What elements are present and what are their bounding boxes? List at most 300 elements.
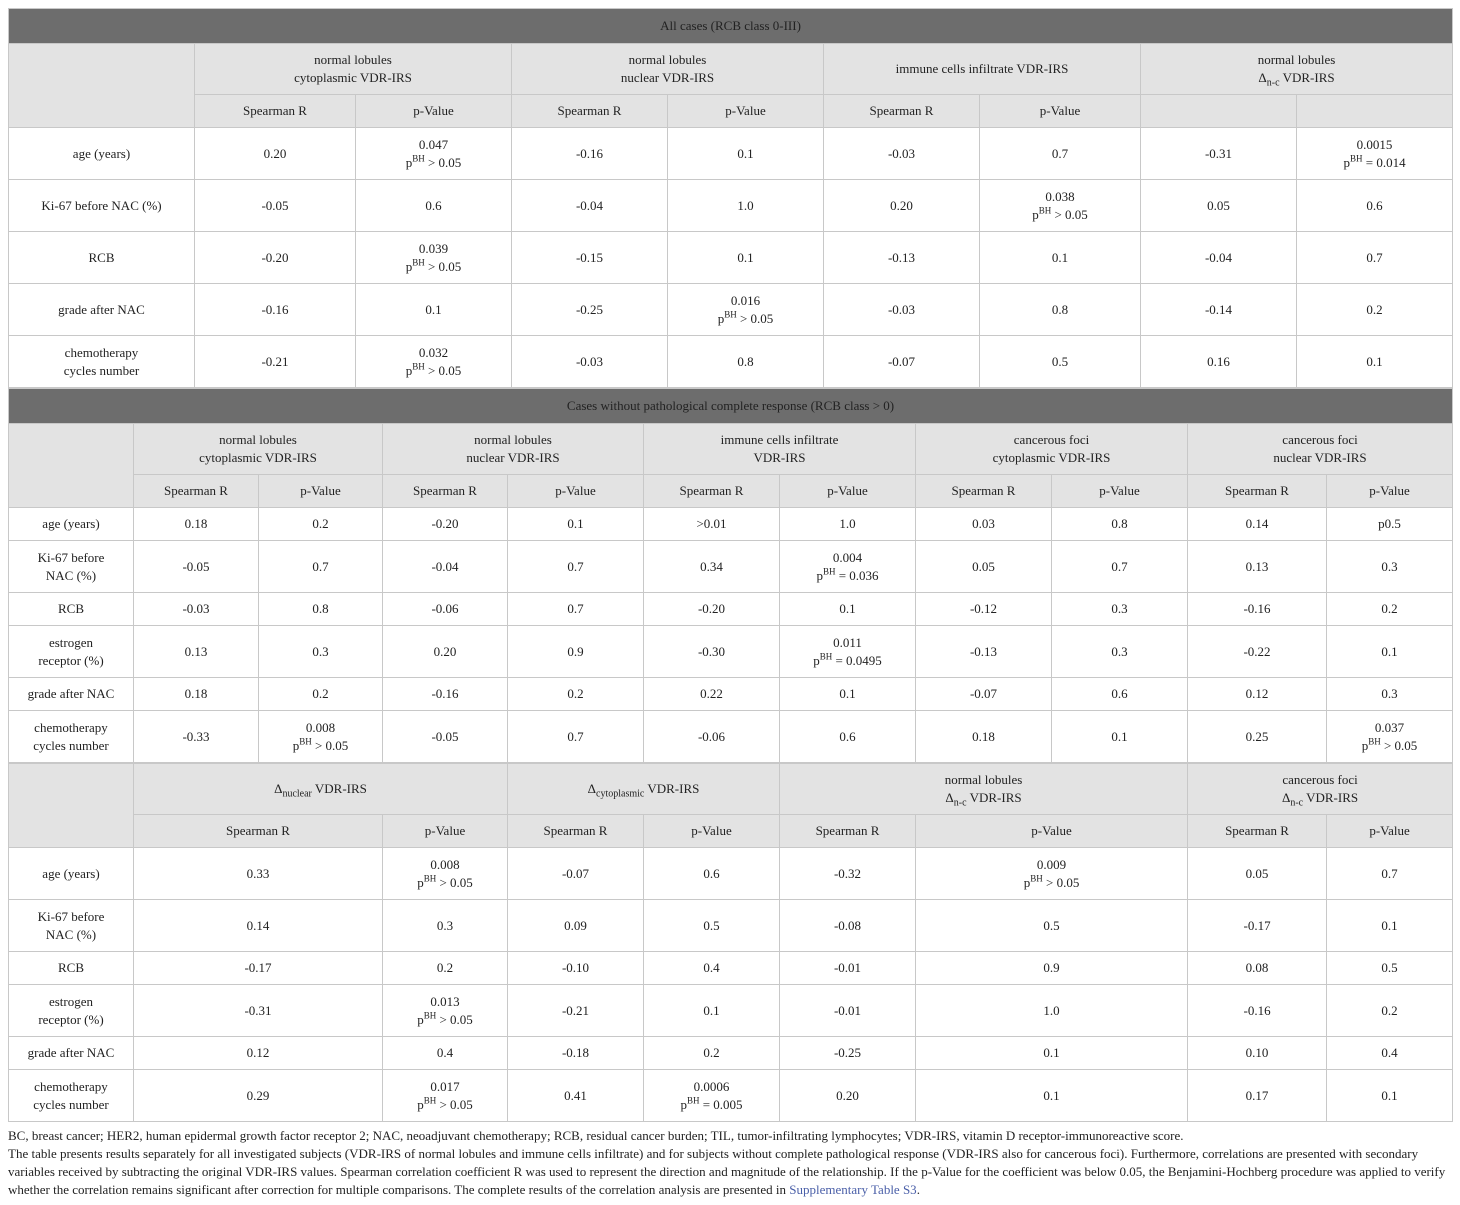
subheader-cell: Spearman R: [1188, 815, 1327, 848]
data-row: [9, 678, 1453, 711]
cell-value: 0.03: [972, 516, 995, 531]
row-label-text: estrogen: [48, 634, 94, 650]
value-line: [1331, 558, 1448, 576]
p-value-cell: [1297, 232, 1453, 284]
value-line: [387, 515, 503, 533]
cell-value: 0.05: [972, 558, 995, 574]
cell-value: 0.25: [1245, 728, 1269, 744]
spearman-r-cell: [916, 626, 1052, 678]
data-row: [9, 952, 1453, 985]
cell-value: 0.2: [312, 516, 329, 531]
value-line: [387, 917, 503, 935]
value-line: [984, 145, 1136, 163]
label-line: [13, 959, 129, 977]
row-label-text: chemotherapy: [34, 1078, 108, 1094]
group-header: [644, 424, 916, 475]
p-value-cell: [1327, 626, 1453, 678]
bh-value: = 0.005: [699, 1096, 743, 1112]
label-line: [13, 908, 129, 926]
p-value-cell: [780, 593, 916, 626]
spearman-r-cell: [508, 985, 644, 1037]
p-value-cell: [668, 232, 824, 284]
row-label: [9, 180, 195, 232]
p-value-cell: [383, 985, 508, 1037]
group-header: [1188, 424, 1453, 475]
cell-value: 0.3: [1111, 643, 1128, 659]
cell-value: 0.037: [1374, 719, 1405, 735]
cell-value: 0.4: [703, 960, 720, 975]
group-header: [383, 424, 644, 475]
cell-value: 0.33: [246, 865, 270, 881]
value-line: [199, 145, 351, 163]
spearman-r-cell: [1141, 180, 1297, 232]
spearman-r-cell: [1188, 1037, 1327, 1070]
value-line: [138, 959, 378, 977]
group-header: [134, 764, 508, 815]
value-line: [387, 728, 503, 746]
delta-subscript: n-c: [953, 797, 967, 809]
spearman-r-cell: [508, 1037, 644, 1070]
cell-value: 0.6: [839, 728, 856, 744]
bh-value: > 0.05: [1380, 737, 1418, 753]
label-line: [13, 652, 129, 670]
subheader-cell: Spearman R: [134, 475, 259, 508]
subheader-cell: p-Value: [508, 475, 644, 508]
section-title-row: [9, 389, 1453, 424]
cell-value: 0.5: [1043, 917, 1060, 933]
header-line2: cytoplasmic VDR-IRS: [294, 70, 412, 85]
value-line: [1192, 1002, 1322, 1020]
bh-adjusted-p: [387, 1011, 503, 1029]
spearman-r-cell: [134, 1070, 383, 1122]
bh-superscript: BH: [819, 651, 833, 662]
no-pcr-table: [8, 388, 1453, 763]
value-line: [648, 728, 775, 746]
value-line: [920, 959, 1183, 977]
row-label-text: Ki-67 before: [37, 549, 105, 565]
bh-adjusted-p: [984, 206, 1136, 224]
p-symbol: p: [816, 567, 823, 583]
value-line: [828, 197, 975, 215]
p-value-cell: [980, 232, 1141, 284]
value-line: [784, 917, 911, 935]
value-line: [1301, 136, 1448, 154]
label-line: [13, 1011, 129, 1029]
spearman-r-cell: [508, 900, 644, 952]
row-label: [9, 1070, 134, 1122]
page: [8, 8, 1452, 1199]
label-line: [13, 362, 190, 380]
group-header: [134, 424, 383, 475]
p-value-cell: [1052, 541, 1188, 593]
p-value-cell: [383, 952, 508, 985]
value-line: [138, 558, 254, 576]
cell-value: 0.20: [263, 145, 287, 161]
value-line: [1145, 301, 1292, 319]
subheader-cell: Spearman R: [1188, 475, 1327, 508]
cell-value: -0.20: [261, 249, 289, 265]
cell-value: 0.9: [567, 643, 584, 659]
value-line: [648, 685, 775, 703]
header-line1: normal lobules: [474, 432, 552, 447]
header-line: [648, 449, 911, 467]
subheader-row: [9, 95, 1453, 128]
row-label: [9, 678, 134, 711]
cell-value: -0.13: [887, 249, 916, 265]
value-line: [1056, 685, 1183, 703]
spearman-r-cell: [195, 128, 356, 180]
cell-value: -0.22: [1243, 643, 1271, 659]
cell-value: -0.07: [561, 865, 590, 881]
value-line: [648, 643, 775, 661]
value-line: [920, 1002, 1183, 1020]
label-line: [13, 600, 129, 618]
spearman-r-cell: [916, 508, 1052, 541]
cell-value: 0.1: [839, 686, 856, 701]
p-value-cell: [259, 678, 383, 711]
spearman-r-cell: [1141, 232, 1297, 284]
value-line: [387, 643, 503, 661]
cell-value: 0.05: [1207, 197, 1230, 213]
row-label: [9, 284, 195, 336]
cell-value: -0.16: [575, 145, 604, 161]
cell-value: 0.3: [1111, 601, 1128, 616]
cell-value: 0.1: [1051, 249, 1069, 265]
bh-superscript: BH: [423, 1010, 437, 1021]
p-value-cell: [668, 284, 824, 336]
data-row: [9, 626, 1453, 678]
row-label: [9, 128, 195, 180]
cell-value: 0.8: [1051, 301, 1069, 317]
spearman-r-cell: [1188, 593, 1327, 626]
bh-adjusted-p: [360, 154, 507, 172]
cell-value: 0.17: [1245, 1087, 1269, 1103]
p-value-cell: [780, 626, 916, 678]
value-line: [138, 865, 378, 883]
p-value-cell: [508, 508, 644, 541]
cell-value: 0.41: [564, 1087, 587, 1103]
header-line1: cancerous foci: [1282, 772, 1358, 787]
row-label-text: cycles number: [33, 1096, 109, 1112]
label-line: [13, 993, 129, 1011]
cell-value: 0.3: [1381, 558, 1398, 574]
data-row: [9, 593, 1453, 626]
bh-adjusted-p: [360, 258, 507, 276]
p-value-cell: [383, 900, 508, 952]
cell-value: 0.1: [703, 1002, 720, 1018]
cell-value: 1.0: [1043, 1002, 1060, 1018]
p-symbol: p: [813, 652, 820, 668]
cell-value: 0.7: [567, 728, 584, 744]
value-line: [920, 1044, 1183, 1062]
cell-value: 0.3: [436, 917, 454, 933]
cell-value: 0.0006: [693, 1078, 730, 1094]
row-label-text: estrogen: [48, 993, 94, 1009]
value-line: [1331, 685, 1448, 703]
data-row: [9, 128, 1453, 180]
cell-value: -0.16: [1243, 1002, 1271, 1018]
p-symbol: p: [405, 154, 413, 170]
p-value-cell: [508, 711, 644, 763]
data-row: [9, 284, 1453, 336]
value-line: [784, 865, 911, 883]
cell-value: -0.03: [182, 601, 210, 616]
group-header: [1141, 44, 1453, 95]
value-line: [138, 917, 378, 935]
cell-value: 0.016: [730, 292, 761, 308]
row-label: [9, 232, 195, 284]
bh-adjusted-p: [784, 652, 911, 670]
delta-symbol: Δ: [1258, 70, 1267, 85]
header-line: [387, 431, 639, 449]
cell-value: >0.01: [696, 516, 727, 531]
cell-value: -0.14: [1204, 301, 1233, 317]
footnotes: [8, 1127, 1452, 1199]
delta-symbol: Δ: [274, 781, 283, 796]
spearman-r-cell: [383, 678, 508, 711]
cell-value: 0.008: [430, 856, 460, 872]
cell-value: 1.0: [839, 516, 856, 531]
subheader-cell: Spearman R: [134, 815, 383, 848]
row-label: [9, 1037, 134, 1070]
cell-value: 0.7: [312, 558, 329, 574]
p-value-cell: [980, 128, 1141, 180]
group-header: [916, 424, 1188, 475]
bh-superscript: BH: [423, 1095, 437, 1106]
row-label-text: grade after NAC: [27, 686, 115, 701]
bh-superscript: BH: [1038, 205, 1052, 216]
value-line: [512, 558, 639, 576]
spearman-r-cell: [1188, 508, 1327, 541]
p-symbol: p: [1023, 874, 1031, 890]
cell-value: 0.14: [246, 917, 270, 933]
value-line: [360, 240, 507, 258]
value-line: [920, 1087, 1183, 1105]
cell-value: 0.08: [1245, 960, 1269, 975]
value-line: [648, 1044, 775, 1062]
value-line: [263, 558, 378, 576]
cell-value: 0.20: [890, 197, 913, 213]
value-line: [516, 301, 663, 319]
cell-value: 0.7: [1051, 145, 1069, 161]
value-line: [984, 301, 1136, 319]
p-value-cell: [1052, 711, 1188, 763]
subheader-cell: Spearman R: [916, 475, 1052, 508]
value-line: [263, 600, 378, 618]
cell-value: 0.7: [1366, 249, 1383, 265]
p-value-cell: [1327, 541, 1453, 593]
header-line1: cancerous foci: [1013, 432, 1090, 447]
header-line: [648, 431, 911, 449]
cell-value: 0.009: [1036, 856, 1067, 872]
spearman-r-cell: [383, 626, 508, 678]
header-line2: cytoplasmic VDR-IRS: [992, 450, 1111, 465]
p-value-cell: [383, 1070, 508, 1122]
bh-value: = 0.014: [1362, 154, 1406, 170]
cell-value: 0.2: [436, 960, 454, 975]
header-line1: normal lobules: [944, 772, 1023, 787]
value-line: [516, 353, 663, 371]
header-line: [1192, 789, 1448, 807]
bh-superscript: BH: [299, 736, 312, 747]
header-line: [512, 780, 775, 798]
value-line: [138, 685, 254, 703]
label-line: [13, 549, 129, 567]
p-symbol: p: [1343, 154, 1350, 170]
cell-value: 0.18: [972, 728, 995, 744]
subheader-cell: Spearman R: [644, 475, 780, 508]
p-value-cell: [508, 593, 644, 626]
row-label: [9, 593, 134, 626]
cell-value: 0.1: [737, 249, 754, 265]
data-row: [9, 900, 1453, 952]
value-line: [784, 1087, 911, 1105]
group-header: [780, 764, 1188, 815]
header-line: [920, 449, 1183, 467]
p-value-cell: [1327, 593, 1453, 626]
spearman-r-cell: [195, 336, 356, 388]
cell-value: -0.05: [261, 197, 289, 213]
p-value-cell: [644, 985, 780, 1037]
cell-value: -0.04: [1204, 249, 1233, 265]
cell-value: -0.10: [561, 960, 590, 975]
value-line: [360, 344, 507, 362]
value-line: [138, 1087, 378, 1105]
spearman-r-cell: [916, 593, 1052, 626]
value-line: [138, 1002, 378, 1020]
row-label-text: RCB: [57, 601, 84, 616]
spearman-r-cell: [916, 711, 1052, 763]
group-header: [1188, 764, 1453, 815]
p-value-cell: [1297, 180, 1453, 232]
bh-value: > 0.05: [436, 874, 473, 890]
spearman-r-cell: [195, 232, 356, 284]
cell-value: 0.038: [1045, 188, 1075, 204]
group-header: [195, 44, 512, 95]
cell-value: 0.05: [1245, 865, 1269, 881]
data-row: [9, 985, 1453, 1037]
bh-value: = 0.0495: [832, 652, 882, 668]
subheader-cell: Spearman R: [512, 95, 668, 128]
cell-value: -0.04: [431, 558, 459, 574]
value-line: [263, 643, 378, 661]
bh-adjusted-p: [263, 737, 378, 755]
value-line: [648, 558, 775, 576]
spearman-r-cell: [1188, 848, 1327, 900]
data-row: [9, 336, 1453, 388]
subheader-row: [9, 815, 1453, 848]
cell-value: -0.25: [575, 301, 604, 317]
bh-value: > 0.05: [1051, 206, 1088, 222]
delta-subscript: n-c: [1266, 77, 1280, 89]
p-symbol: p: [717, 310, 725, 326]
spearman-r-cell: [1141, 284, 1297, 336]
cell-value: 0.1: [567, 516, 584, 531]
p-value-cell: [259, 593, 383, 626]
bh-value: > 0.05: [1042, 874, 1080, 890]
section-title: Cases without pathological complete response (RCB class > 0): [9, 389, 1453, 424]
corner-header: [9, 764, 134, 848]
spearman-r-cell: [134, 952, 383, 985]
value-line: [1192, 865, 1322, 883]
header-line: [920, 431, 1183, 449]
bh-adjusted-p: [672, 310, 819, 328]
row-label-text: NAC (%): [45, 926, 97, 942]
value-line: [199, 353, 351, 371]
cell-value: 0.1: [1381, 1087, 1398, 1103]
value-line: [784, 634, 911, 652]
cell-value: -0.16: [261, 301, 289, 317]
row-label: [9, 541, 134, 593]
cell-value: -0.06: [697, 728, 726, 744]
row-label-text: grade after NAC: [27, 1045, 115, 1060]
supplementary-table-link[interactable]: Supplementary Table S3: [789, 1182, 917, 1197]
value-line: [784, 1002, 911, 1020]
p-symbol: p: [417, 1011, 424, 1027]
cell-value: 0.1: [1043, 1045, 1060, 1060]
spearman-r-cell: [644, 593, 780, 626]
p-value-cell: [780, 508, 916, 541]
bh-superscript: BH: [412, 257, 425, 268]
bh-superscript: BH: [412, 153, 425, 164]
p-value-cell: [644, 952, 780, 985]
p-value-cell: [916, 1037, 1188, 1070]
p-symbol: p: [405, 362, 413, 378]
cell-value: 0.2: [703, 1045, 720, 1060]
value-line: [512, 959, 639, 977]
description-end: .: [916, 1182, 920, 1197]
value-line: [387, 1078, 503, 1096]
value-line: [784, 685, 911, 703]
header-line1: normal lobules: [1257, 52, 1336, 67]
bh-adjusted-p: [360, 362, 507, 380]
value-line: [1331, 917, 1448, 935]
cell-value: -0.18: [561, 1045, 590, 1060]
delta-symbol: Δ: [587, 781, 597, 796]
cell-value: 0.2: [1366, 301, 1383, 317]
cell-value: 0.6: [1111, 686, 1128, 701]
cell-value: -0.05: [182, 558, 210, 574]
cell-value: -0.32: [833, 865, 862, 881]
label-line: [13, 719, 129, 737]
value-line: [920, 685, 1047, 703]
cell-value: -0.21: [261, 353, 289, 369]
header-line: [1192, 431, 1448, 449]
cell-value: 0.14: [1245, 516, 1269, 531]
value-line: [1331, 643, 1448, 661]
subheader-cell: p-Value: [980, 95, 1141, 128]
value-line: [648, 1002, 775, 1020]
header-line2: nuclear VDR-IRS: [620, 70, 715, 85]
value-line: [138, 600, 254, 618]
p-value-cell: [644, 900, 780, 952]
cell-value: -0.21: [561, 1002, 590, 1018]
value-line: [516, 145, 663, 163]
subheader-cell: p-Value: [1052, 475, 1188, 508]
p-symbol: p: [1361, 737, 1369, 753]
p-value-cell: [1297, 284, 1453, 336]
data-row: [9, 848, 1453, 900]
value-line: [784, 959, 911, 977]
cell-value: 0.1: [1111, 728, 1128, 744]
spearman-r-cell: [512, 180, 668, 232]
section-title-row: [9, 9, 1453, 44]
value-line: [828, 249, 975, 267]
row-label-text: RCB: [88, 249, 115, 265]
cell-value: 0.1: [839, 601, 856, 616]
value-line: [512, 600, 639, 618]
p-value-cell: [1297, 128, 1453, 180]
